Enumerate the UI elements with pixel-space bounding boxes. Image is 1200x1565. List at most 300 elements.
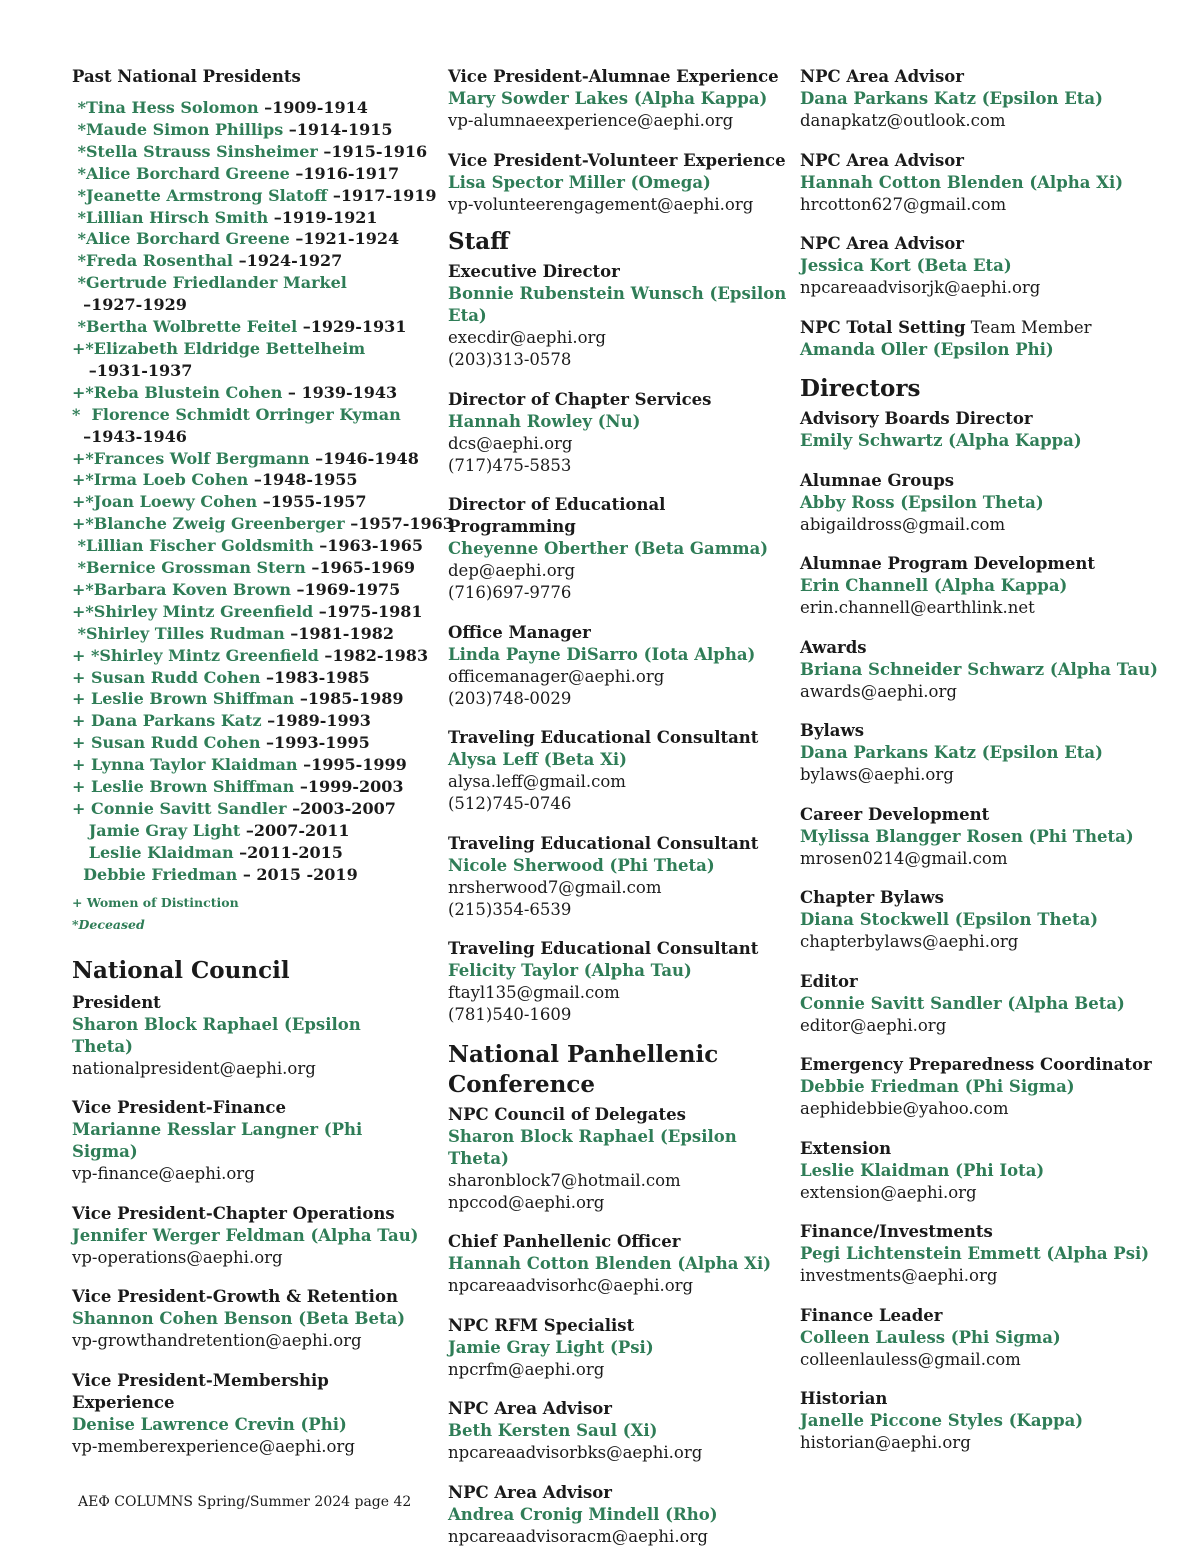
- president-list-item: [72, 667, 422, 689]
- npc-title: National Panhellenic Conference: [448, 1040, 719, 1098]
- entry-email: abigaildross@gmail.com: [800, 514, 1006, 534]
- president-name: Shirley Mintz Greenfield: [99, 645, 319, 665]
- president-list-item: [72, 119, 422, 141]
- entry-name: Shannon Cohen Benson (Beta Beta): [72, 1309, 406, 1329]
- npc-area-advisor-entries: [800, 66, 1170, 299]
- entry-phone: (781)540-1609: [448, 1005, 572, 1024]
- entry-name: Abby Ross (Epsilon Theta): [800, 492, 1044, 512]
- column-left: [72, 66, 454, 1475]
- president-marker: +*: [72, 470, 94, 490]
- entry-role: Traveling Educational Consultant: [448, 939, 759, 958]
- entry-name: Janelle Piccone Styles (Kappa): [800, 1411, 1084, 1430]
- staff-entries: [448, 261, 788, 1026]
- president-name: Stella Strauss Sinsheimer: [85, 141, 318, 161]
- entry-name: Hannah Cotton Blenden (Alpha Xi): [800, 172, 1124, 192]
- entry-role: NPC Council of Delegates: [448, 1104, 686, 1124]
- entry-email: vp-finance@aephi.org: [72, 1164, 255, 1184]
- role-bold: NPC Total Setting: [800, 317, 966, 337]
- directory-entry: [800, 804, 1170, 870]
- president-marker: +: [72, 755, 91, 775]
- president-years: –1931-1937: [72, 360, 193, 380]
- entry-email: chapterbylaws@aephi.org: [800, 932, 1019, 951]
- president-list-item: [72, 513, 454, 535]
- entry-role: Bylaws: [800, 721, 864, 740]
- president-marker: *: [72, 317, 86, 337]
- entry-role: Finance/Investments: [800, 1222, 993, 1241]
- directors-entries: [800, 408, 1170, 1454]
- entry-email: bylaws@aephi.org: [800, 765, 954, 784]
- president-list-item: [72, 228, 422, 250]
- president-years: –1943-1946: [72, 426, 187, 446]
- president-list-item: [72, 448, 422, 470]
- entry-role: NPC Area Advisor: [448, 1399, 612, 1418]
- directory-entry: [448, 1315, 788, 1381]
- president-years: –1921-1924: [289, 229, 400, 249]
- entry-role: Vice President-Chapter Operations: [72, 1203, 395, 1223]
- column-middle: [448, 66, 788, 1565]
- directory-entry: [448, 938, 788, 1026]
- column-right: [800, 66, 1170, 1472]
- directory-entry: [800, 408, 1170, 452]
- president-name: Leslie Klaidman: [88, 842, 234, 862]
- entry-email: awards@aephi.org: [800, 681, 957, 701]
- president-marker: +*: [72, 492, 94, 512]
- directory-entry: [448, 727, 788, 815]
- entry-email: colleenlauless@gmail.com: [800, 1349, 1021, 1369]
- entry-name: Sharon Block Raphael (Epsilon Theta): [448, 1126, 737, 1168]
- directory-entry: [448, 1398, 788, 1464]
- directory-entry: [800, 150, 1170, 216]
- entry-email: vp-operations@aephi.org: [72, 1247, 283, 1267]
- president-years: –1985-1989: [294, 689, 404, 709]
- president-marker: *: [72, 273, 86, 293]
- president-name: Frances Wolf Bergmann: [93, 448, 310, 468]
- president-list-item: [72, 404, 422, 426]
- president-list-item: [72, 798, 422, 820]
- president-years: –1927-1929: [72, 295, 187, 315]
- directory-entry: [800, 637, 1170, 703]
- president-marker: *: [72, 98, 86, 117]
- president-years: –1969-1975: [290, 579, 401, 599]
- president-name: Joan Loewy Cohen: [93, 492, 258, 512]
- president-list-item: [72, 579, 422, 601]
- president-years: – 1939-1943: [282, 382, 398, 402]
- president-name: Bernice Grossman Stern: [85, 558, 306, 578]
- directory-entry: [448, 150, 788, 216]
- president-years: –1965-1969: [305, 558, 416, 578]
- entry-role: President: [72, 992, 161, 1012]
- president-years: –1999-2003: [294, 777, 404, 797]
- entry-email: hrcotton627@gmail.com: [800, 194, 1007, 214]
- president-years: –1909-1914: [258, 98, 368, 117]
- president-name: Barbara Koven Brown: [93, 579, 291, 599]
- president-list-item: [72, 163, 422, 185]
- president-marker: *: [72, 119, 86, 139]
- president-marker: [72, 843, 89, 862]
- president-name: Leslie Brown Shiffman: [90, 777, 295, 797]
- directory-entry: [800, 1054, 1170, 1120]
- president-name: Bertha Wolbrette Feitel: [85, 317, 298, 337]
- president-list-item: [72, 97, 422, 119]
- entry-email: erin.channell@earthlink.net: [800, 598, 1035, 617]
- president-name: Debbie Friedman: [83, 864, 238, 884]
- entry-email: sharonblock7@hotmail.com: [448, 1170, 681, 1190]
- entry-phone: (203)748-0029: [448, 688, 572, 708]
- entry-role: Career Development: [800, 804, 990, 824]
- president-list-item: [72, 338, 422, 360]
- entry-name: Connie Savitt Sandler (Alpha Beta): [800, 993, 1125, 1013]
- president-list-item: [72, 732, 422, 754]
- directory-entry: [800, 1221, 1170, 1287]
- president-years: –1929-1931: [297, 317, 407, 337]
- directory-entry: [800, 470, 1170, 536]
- entry-email: npcareaadvisoracm@aephi.org: [448, 1526, 708, 1546]
- president-marker: +: [72, 799, 91, 818]
- president-name: Dana Parkans Katz: [90, 711, 262, 731]
- directory-entry: [72, 1370, 422, 1458]
- entry-email: npccod@aephi.org: [448, 1192, 605, 1212]
- president-list-item: [72, 250, 422, 272]
- president-marker: [72, 865, 83, 884]
- national-council-title: National Council: [72, 956, 290, 984]
- npc-total-setting-entry: [800, 317, 1170, 361]
- president-name: Leslie Brown Shiffman: [90, 689, 295, 709]
- entry-role: Traveling Educational Consultant: [448, 728, 759, 747]
- entry-email: mrosen0214@gmail.com: [800, 848, 1008, 868]
- president-marker: +*: [72, 514, 94, 534]
- past-presidents-title: Past National Presidents: [72, 67, 301, 86]
- president-list-item: [72, 294, 422, 316]
- npc-entries: [448, 1104, 788, 1548]
- president-years: –1975-1981: [313, 601, 423, 621]
- president-marker: *: [72, 207, 86, 227]
- directory-entry: [448, 389, 788, 477]
- president-marker: +: [72, 733, 91, 753]
- entry-name: Diana Stockwell (Epsilon Theta): [800, 910, 1099, 929]
- entry-role: Vice President-Finance: [72, 1098, 286, 1118]
- entry-email: editor@aephi.org: [800, 1015, 947, 1035]
- entry-name: Andrea Cronig Mindell (Rho): [448, 1504, 718, 1524]
- president-list-item: [72, 557, 422, 579]
- entry-role: Vice President-Alumnae Experience: [448, 67, 779, 86]
- president-years: –1981-1982: [284, 623, 394, 643]
- president-years: –1917-1919: [327, 185, 437, 205]
- entry-role: Alumnae Groups: [800, 470, 955, 490]
- entry-email: npcareaadvisorbks@aephi.org: [448, 1443, 703, 1462]
- president-years: –1995-1999: [297, 755, 407, 775]
- president-name: Shirley Tilles Rudman: [85, 623, 285, 643]
- directory-entry: [800, 720, 1170, 786]
- president-name: Jamie Gray Light: [88, 820, 241, 840]
- president-years: –2011-2015: [233, 842, 343, 862]
- entry-role: Awards: [800, 637, 867, 657]
- entry-email: officemanager@aephi.org: [448, 666, 665, 686]
- entry-email: danapkatz@outlook.com: [800, 111, 1006, 130]
- president-name: Lillian Hirsch Smith: [85, 207, 269, 227]
- entry-email: dep@aephi.org: [448, 561, 576, 580]
- president-years: –1982-1983: [318, 645, 429, 665]
- staff-title: Staff: [448, 228, 510, 255]
- national-council-entries: [72, 992, 422, 1458]
- entry-name: Jennifer Werger Feldman (Alpha Tau): [72, 1225, 419, 1245]
- entry-name: Marianne Resslar Langner (Phi Sigma): [72, 1120, 363, 1162]
- president-list-item: [72, 207, 422, 229]
- president-name: Irma Loeb Cohen: [93, 470, 249, 490]
- president-marker: +*: [72, 601, 94, 621]
- entry-name: Linda Payne DiSarro (Iota Alpha): [448, 644, 756, 664]
- entry-role: Vice President-Growth & Retention: [72, 1287, 398, 1307]
- president-list-item: [72, 469, 422, 491]
- president-name: Freda Rosenthal: [85, 251, 234, 271]
- entry-name: Jessica Kort (Beta Eta): [800, 256, 1012, 275]
- entry-name: Alysa Leff (Beta Xi): [448, 750, 627, 769]
- president-list-item: [72, 316, 422, 338]
- role-rest: Team Member: [965, 317, 1092, 337]
- directory-entry: [800, 887, 1170, 953]
- entry-role: NPC Area Advisor: [448, 1482, 612, 1502]
- president-list-item: [72, 382, 422, 404]
- note-deceased: *Deceased: [72, 916, 145, 932]
- entry-role: Director of Chapter Services: [448, 389, 712, 409]
- president-list-item: [72, 426, 422, 448]
- entry-role: Editor: [800, 971, 858, 991]
- president-name: Florence Schmidt Orringer Kyman: [91, 404, 401, 424]
- directory-entry: [448, 66, 788, 132]
- directors-title: Directors: [800, 375, 921, 402]
- note-distinction: + Women of Distinction: [72, 894, 239, 910]
- entry-name: Mary Sowder Lakes (Alpha Kappa): [448, 89, 768, 108]
- entry-email: npcareaadvisorjk@aephi.org: [800, 278, 1041, 297]
- entry-email: vp-growthandretention@aephi.org: [72, 1331, 362, 1351]
- president-name: Susan Rudd Cohen: [90, 667, 261, 687]
- entry-name: Cheyenne Oberther (Beta Gamma): [448, 539, 769, 558]
- entry-email: ftayl135@gmail.com: [448, 983, 620, 1002]
- entry-email: vp-alumnaeexperience@aephi.org: [448, 111, 734, 130]
- president-list-item: [72, 623, 422, 645]
- entry-email: nrsherwood7@gmail.com: [448, 877, 662, 897]
- entry-email: dcs@aephi.org: [448, 433, 573, 453]
- directory-entry: [800, 971, 1170, 1037]
- president-list-item: [72, 820, 422, 842]
- directory-entry: [72, 1203, 422, 1269]
- entry-name: Debbie Friedman (Phi Sigma): [800, 1077, 1075, 1096]
- entry-role: Vice President-Membership Experience: [72, 1370, 329, 1412]
- president-marker: +*: [72, 579, 94, 599]
- entry-name: Nicole Sherwood (Phi Theta): [448, 855, 715, 875]
- president-years: –1946-1948: [309, 448, 419, 468]
- president-marker: *: [72, 141, 86, 161]
- directory-entry: [800, 553, 1170, 619]
- entry-name: Beth Kersten Saul (Xi): [448, 1421, 658, 1440]
- entry-name: Lisa Spector Miller (Omega): [448, 172, 711, 192]
- entry-role: Emergency Preparedness Coordinator: [800, 1055, 1152, 1074]
- president-name: Connie Savitt Sandler: [90, 799, 287, 818]
- president-name: Elizabeth Eldridge Bettelheim: [93, 338, 366, 358]
- entry-phone: (215)354-6539: [448, 899, 572, 919]
- president-marker: *: [72, 404, 92, 424]
- president-name: Alice Borchard Greene: [85, 229, 290, 249]
- president-name: Jeanette Armstrong Slatoff: [85, 185, 328, 205]
- directory-entry: [448, 1104, 788, 1214]
- legend-notes: [72, 892, 422, 936]
- president-years: – 2015 -2019: [237, 864, 358, 884]
- president-marker: *: [72, 251, 86, 271]
- entry-name: Sharon Block Raphael (Epsilon Theta): [72, 1014, 361, 1056]
- directory-entry: [72, 1097, 422, 1185]
- entry-email: vp-volunteerengagement@aephi.org: [448, 194, 754, 214]
- president-marker: + *: [72, 645, 100, 665]
- entry-name: Mylissa Blangger Rosen (Phi Theta): [800, 826, 1134, 846]
- entry-role: Alumnae Program Development: [800, 554, 1095, 573]
- entry-email: aephidebbie@yahoo.com: [800, 1099, 1009, 1118]
- president-years: –2007-2011: [240, 820, 350, 840]
- president-marker: +: [72, 711, 91, 731]
- entry-role: Extension: [800, 1138, 892, 1158]
- president-list-item: [72, 601, 422, 623]
- entry-role: Traveling Educational Consultant: [448, 833, 759, 853]
- directory-entry: [448, 1482, 788, 1548]
- president-years: –1948-1955: [248, 470, 358, 490]
- president-years: –1916-1917: [289, 163, 400, 183]
- president-name: Lynna Taylor Klaidman: [90, 755, 298, 775]
- president-list-item: [72, 272, 422, 294]
- entry-name: Dana Parkans Katz (Epsilon Eta): [800, 743, 1103, 762]
- entry-role: NPC RFM Specialist: [448, 1315, 635, 1335]
- entry-name: Hannah Rowley (Nu): [448, 411, 641, 431]
- entry-phone: (203)313-0578: [448, 350, 572, 369]
- president-marker: *: [72, 623, 86, 643]
- entry-email: alysa.leff@gmail.com: [448, 772, 626, 791]
- president-marker: [72, 821, 89, 840]
- entry-name: Amanda Oller (Epsilon Phi): [800, 339, 1054, 359]
- president-name: Gertrude Friedlander Markel: [85, 273, 347, 293]
- entry-role: Vice President-Volunteer Experience: [448, 150, 786, 170]
- president-marker: +*: [72, 338, 94, 358]
- entry-name: Dana Parkans Katz (Epsilon Eta): [800, 89, 1103, 108]
- president-years: –1983-1985: [260, 667, 370, 687]
- entry-role: NPC Area Advisor: [800, 234, 964, 253]
- entry-email: execdir@aephi.org: [448, 328, 606, 347]
- president-name: Maude Simon Phillips: [85, 119, 284, 139]
- entry-role: Finance Leader: [800, 1305, 943, 1325]
- president-list-item: [72, 842, 422, 864]
- directory-entry: [72, 992, 422, 1080]
- directory-entry: [800, 233, 1170, 299]
- president-years: –1957-1963: [344, 514, 454, 534]
- entry-role: NPC Area Advisor: [800, 150, 964, 170]
- directory-entry: [448, 261, 788, 371]
- entry-role: Advisory Boards Director: [800, 409, 1033, 428]
- entry-name: Bonnie Rubenstein Wunsch (Epsilon Eta): [448, 284, 787, 325]
- president-list-item: [72, 776, 422, 798]
- president-years: –1955-1957: [257, 492, 367, 512]
- entry-role: Director of Educational Programming: [448, 495, 666, 536]
- directory-entry: [72, 1286, 422, 1352]
- entry-name: Emily Schwartz (Alpha Kappa): [800, 431, 1082, 450]
- president-marker: *: [72, 229, 86, 249]
- president-list-item: [72, 141, 428, 163]
- entry-name: Leslie Klaidman (Phi Iota): [800, 1160, 1045, 1180]
- entry-email: npcrfm@aephi.org: [448, 1359, 605, 1379]
- president-marker: +: [72, 667, 91, 687]
- president-name: Shirley Mintz Greenfield: [93, 601, 314, 621]
- president-list-item: [72, 185, 437, 207]
- president-marker: +: [72, 689, 91, 709]
- page-footer: AEΦ COLUMNS Spring/Summer 2024 page 42: [78, 1494, 412, 1510]
- president-years: –2003-2007: [286, 799, 396, 818]
- entry-email: vp-memberexperience@aephi.org: [72, 1436, 355, 1456]
- president-years: –1989-1993: [261, 711, 371, 731]
- president-name: Alice Borchard Greene: [85, 163, 290, 183]
- president-list-item: [72, 710, 422, 732]
- directory-entry: [448, 494, 788, 604]
- entry-email: historian@aephi.org: [800, 1433, 971, 1452]
- entry-role: Executive Director: [448, 262, 620, 281]
- president-list-item: [72, 864, 422, 886]
- president-marker: +: [72, 777, 91, 797]
- president-name: Blanche Zweig Greenberger: [93, 514, 345, 534]
- president-name: Lillian Fischer Goldsmith: [85, 536, 314, 556]
- directory-entry: [800, 1305, 1170, 1371]
- entry-name: Briana Schneider Schwarz (Alpha Tau): [800, 659, 1158, 679]
- entry-role: Chief Panhellenic Officer: [448, 1232, 681, 1251]
- president-marker: +*: [72, 382, 94, 402]
- entry-name: Pegi Lichtenstein Emmett (Alpha Psi): [800, 1244, 1150, 1263]
- president-list-item: [72, 754, 422, 776]
- entry-name: Colleen Lauless (Phi Sigma): [800, 1327, 1061, 1347]
- directory-entry: [800, 1138, 1170, 1204]
- president-years: –1919-1921: [268, 207, 378, 227]
- president-name: Reba Blustein Cohen: [93, 382, 283, 402]
- president-years: –1924-1927: [233, 251, 343, 271]
- entry-name: Hannah Cotton Blenden (Alpha Xi): [448, 1254, 772, 1273]
- entry-role: [800, 317, 1170, 339]
- past-presidents-list: [72, 97, 454, 886]
- president-marker: +*: [72, 448, 94, 468]
- directory-entry: [448, 1231, 788, 1297]
- entry-name: Erin Channell (Alpha Kappa): [800, 576, 1068, 595]
- entry-phone: (717)475-5853: [448, 455, 572, 475]
- entry-name: Jamie Gray Light (Psi): [448, 1337, 654, 1357]
- entry-phone: (716)697-9776: [448, 583, 572, 602]
- president-years: –1915-1916: [317, 141, 428, 161]
- entry-email: npcareaadvisorhc@aephi.org: [448, 1276, 694, 1295]
- president-marker: *: [72, 558, 86, 578]
- entry-role: Office Manager: [448, 622, 591, 642]
- entry-email: nationalpresident@aephi.org: [72, 1058, 316, 1078]
- directory-entry: [448, 833, 788, 921]
- president-list-item: [72, 645, 429, 667]
- president-marker: *: [72, 536, 86, 556]
- entry-name: Denise Lawrence Crevin (Phi): [72, 1414, 347, 1434]
- entry-phone: (512)745-0746: [448, 794, 572, 813]
- president-marker: *: [72, 163, 86, 183]
- entry-role: NPC Area Advisor: [800, 67, 964, 86]
- president-years: –1993-1995: [260, 733, 370, 753]
- entry-email: extension@aephi.org: [800, 1182, 977, 1202]
- directory-entry: [448, 622, 788, 710]
- vice-president-entries: [448, 66, 788, 216]
- president-years: –1963-1965: [313, 536, 423, 556]
- directory-entry: [800, 1388, 1170, 1454]
- entry-role: Historian: [800, 1389, 888, 1408]
- president-list-item: [72, 491, 422, 513]
- president-marker: *: [72, 185, 86, 205]
- entry-email: investments@aephi.org: [800, 1266, 998, 1285]
- entry-name: Felicity Taylor (Alpha Tau): [448, 961, 692, 980]
- president-name: Susan Rudd Cohen: [90, 733, 261, 753]
- president-name: Tina Hess Solomon: [85, 98, 259, 117]
